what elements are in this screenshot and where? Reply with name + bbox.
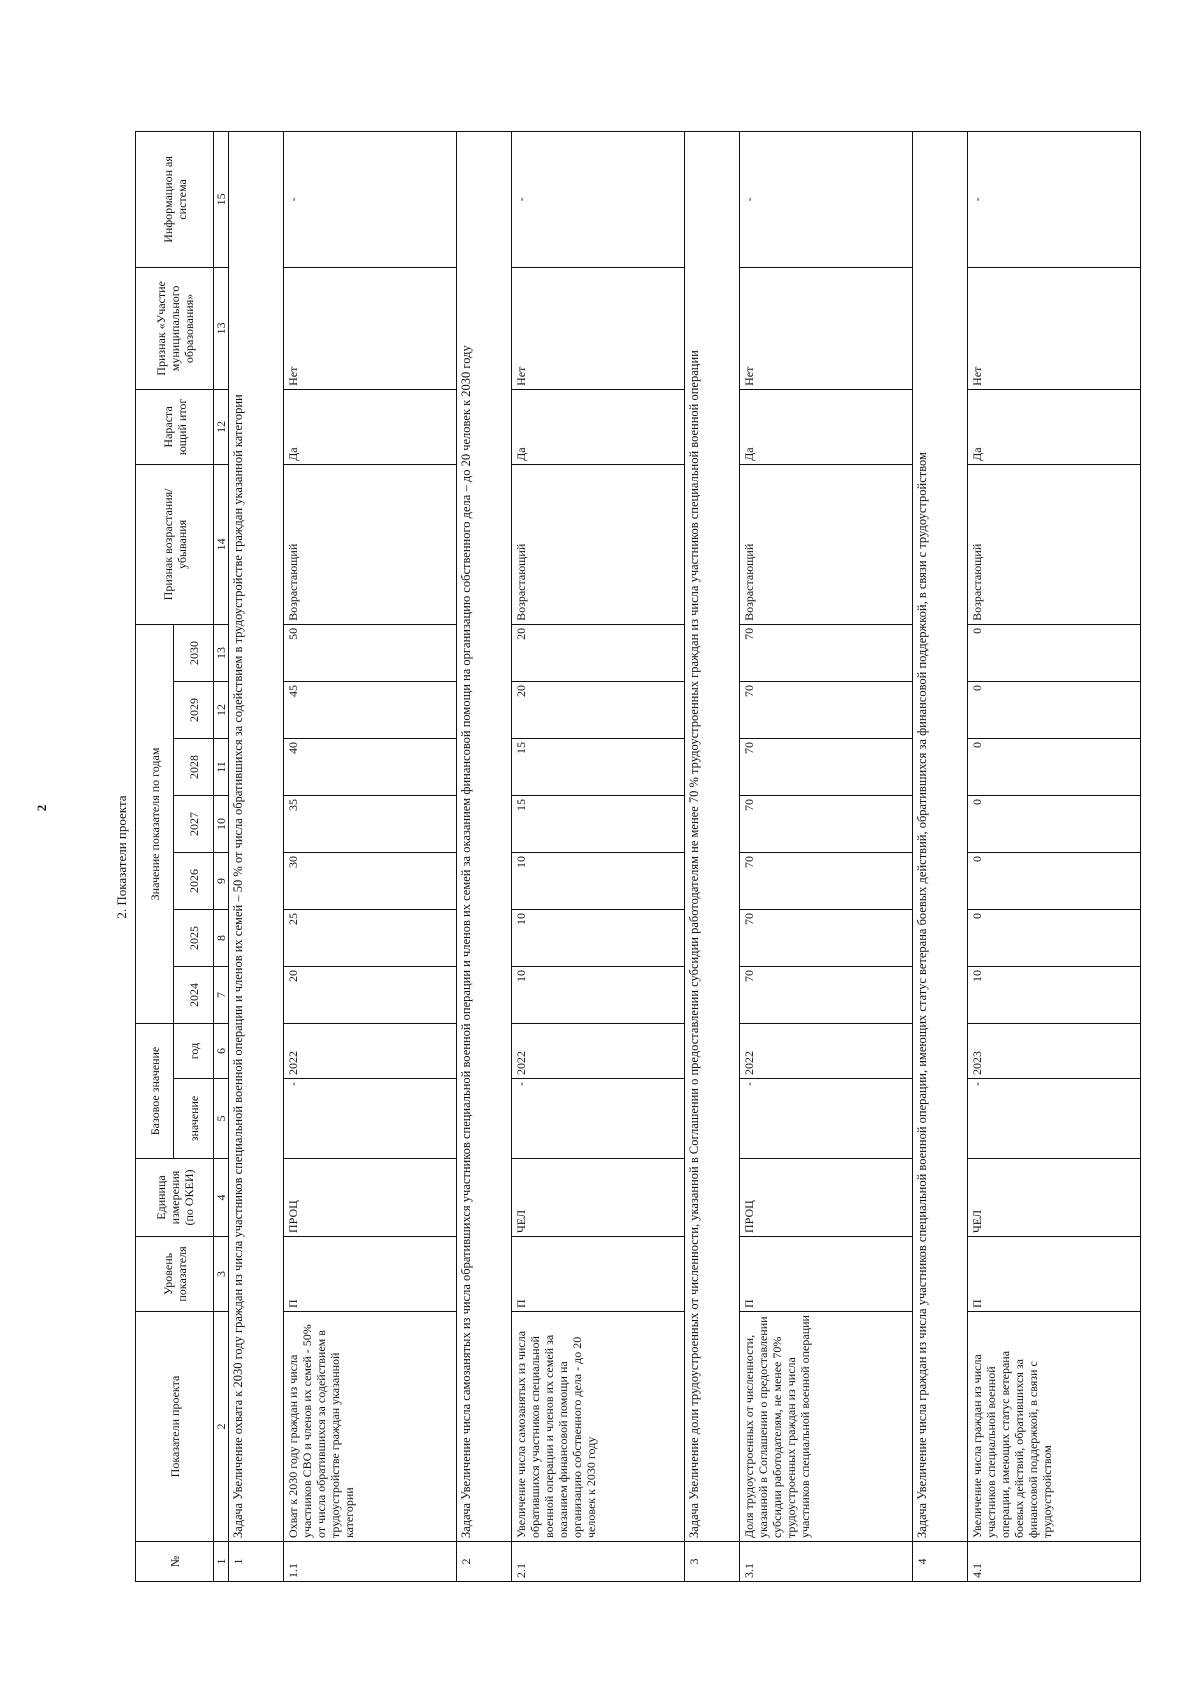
indicators-table: [135, 131, 1141, 1582]
header-year: 2024: [174, 966, 214, 1023]
indicator-number: 3.1: [740, 1542, 913, 1582]
column-number: 5: [214, 1079, 229, 1159]
column-number: 13: [214, 267, 229, 389]
indicator-municipal: Нет: [284, 267, 457, 389]
indicator-base-year: 2022: [284, 1023, 457, 1078]
header-municipal: Признак «Участие муниципального образования»: [136, 267, 214, 389]
column-number: 13: [214, 624, 229, 681]
header-indicators: Показатели проекта: [136, 1312, 214, 1542]
column-number: 12: [214, 681, 229, 738]
indicator-infosystem: -: [284, 131, 457, 267]
header-no: №: [136, 1542, 214, 1582]
header-infosystem: Информацион ая система: [136, 131, 214, 267]
indicator-year-value: 0: [968, 909, 1141, 966]
indicator-year-value: 70: [740, 681, 913, 738]
indicator-number: 1.1: [284, 1542, 457, 1582]
indicator-level: П: [512, 1237, 685, 1312]
indicator-infosystem: -: [968, 131, 1141, 267]
indicator-level: П: [740, 1237, 913, 1312]
indicator-row: [284, 131, 457, 1581]
header-sign: Признак возрастания/убывания: [136, 464, 214, 624]
column-number: 10: [214, 795, 229, 852]
header-base-value-year: год: [174, 1023, 214, 1078]
indicator-cumulative: Да: [968, 389, 1141, 464]
indicator-base-year: 2022: [512, 1023, 685, 1078]
indicator-row: [740, 131, 913, 1581]
column-number: 11: [214, 738, 229, 795]
task-text: Задача Увеличение доли трудоустроенных от численности, указанной в Соглашении о предоставлении субсидии работодателям не менее 70 % трудоустроенных граждан из числа участников специальной военной операции: [685, 131, 740, 1541]
indicator-unit: ПРОЦ: [740, 1159, 913, 1237]
indicator-year-value: 15: [512, 795, 685, 852]
indicator-year-value: 10: [512, 852, 685, 909]
column-number-row: [214, 131, 229, 1581]
header-year: 2027: [174, 795, 214, 852]
indicator-year-value: 70: [740, 795, 913, 852]
task-row: [913, 131, 968, 1581]
indicator-year-value: 15: [512, 738, 685, 795]
column-number: 4: [214, 1159, 229, 1237]
indicator-cumulative: Да: [740, 389, 913, 464]
indicator-infosystem: -: [740, 131, 913, 267]
indicator-name: Увеличение числа граждан из числа участников специальной военной операции, имеющих статус ветерана боевых действий, обратившихся за финансовой поддержкой, в связи с трудоустройством: [968, 1312, 1141, 1542]
column-number: 14: [214, 464, 229, 624]
indicator-municipal: Нет: [512, 267, 685, 389]
indicator-infosystem: -: [512, 131, 685, 267]
indicator-year-value: 70: [740, 966, 913, 1023]
task-row: [685, 131, 740, 1581]
indicator-sign: Возрастающий: [740, 464, 913, 624]
indicator-year-value: 50: [284, 624, 457, 681]
indicator-sign: Возрастающий: [968, 464, 1141, 624]
indicator-year-value: 0: [968, 795, 1141, 852]
task-number: 4: [913, 1542, 968, 1582]
indicator-year-value: 0: [968, 624, 1141, 681]
indicator-base-value: -: [968, 1079, 1141, 1159]
indicator-year-value: 20: [512, 624, 685, 681]
indicator-year-value: 10: [512, 966, 685, 1023]
indicator-row: [968, 131, 1141, 1581]
indicator-cumulative: Да: [512, 389, 685, 464]
indicator-year-value: 10: [968, 966, 1141, 1023]
indicator-unit: ЧЕЛ: [512, 1159, 685, 1237]
indicator-year-value: 45: [284, 681, 457, 738]
task-text: Задача Увеличение охвата к 2030 году граждан из числа участников специальной военной операции и членов их семей – 50 % от числа обратившихся за содействием в трудоустройстве граждан указанной категории: [229, 131, 284, 1541]
indicator-name: Доля трудоустроенных от численности, указанной в Соглашении о предоставлении субсидии работодателям, не менее 70% трудоустроенных граждан из числа участников специальной военной операции: [740, 1312, 913, 1542]
indicator-year-value: 35: [284, 795, 457, 852]
indicator-number: 2.1: [512, 1542, 685, 1582]
indicator-year-value: 70: [740, 624, 913, 681]
indicator-year-value: 70: [740, 909, 913, 966]
header-cumulative: Нараста ющий итог: [136, 389, 214, 464]
column-number: 6: [214, 1023, 229, 1078]
indicator-unit: ЧЕЛ: [968, 1159, 1141, 1237]
indicator-level: П: [968, 1237, 1141, 1312]
column-number: 1: [214, 1542, 229, 1582]
indicator-row: [512, 131, 685, 1581]
indicator-base-year: 2022: [740, 1023, 913, 1078]
header-by-years: Значение показателя по годам: [136, 624, 174, 1023]
task-text: Задача Увеличение числа граждан из числа участников специальной военной операции, имеющих статус ветерана боевых действий, обратившихся за финансовой поддержкой, в связи с трудоустройством: [913, 131, 968, 1541]
indicator-year-value: 70: [740, 738, 913, 795]
header-base-value: Базовое значение: [136, 1023, 174, 1158]
indicators-sheet: [105, 132, 1054, 1582]
task-number: 2: [457, 1542, 512, 1582]
section-title: 2. Показатели проекта: [114, 795, 129, 919]
header-year: 2025: [174, 909, 214, 966]
column-number: 7: [214, 966, 229, 1023]
indicator-level: П: [284, 1237, 457, 1312]
indicator-municipal: Нет: [968, 267, 1141, 389]
indicator-year-value: 25: [284, 909, 457, 966]
column-number: 2: [214, 1312, 229, 1542]
header-year: 2029: [174, 681, 214, 738]
column-number: 12: [214, 389, 229, 464]
indicator-year-value: 70: [740, 852, 913, 909]
indicator-year-value: 0: [968, 738, 1141, 795]
indicator-base-year: 2023: [968, 1023, 1141, 1078]
indicator-name: Увеличение числа самозанятых из числа обратившихся участников специальной военной операции и членов их семей за оказанием финансовой помощи на организацию собственного дела - до 20 человек к 2030 году: [512, 1312, 685, 1542]
task-text: Задача Увеличение числа самозанятых из числа обратившихся участников специальной военной операции и членов их семей за оказанием финансовой помощи на организацию собственного дела – до 20 человек к 2030 году: [457, 131, 512, 1541]
header-base-value-value: значение: [174, 1079, 214, 1159]
indicator-sign: Возрастающий: [284, 464, 457, 624]
indicator-base-value: -: [284, 1079, 457, 1159]
column-number: 8: [214, 909, 229, 966]
indicator-year-value: 30: [284, 852, 457, 909]
indicator-year-value: 10: [512, 909, 685, 966]
indicator-base-value: -: [512, 1079, 685, 1159]
task-row: [229, 131, 284, 1581]
header-year: 2030: [174, 624, 214, 681]
task-row: [457, 131, 512, 1581]
indicator-year-value: 0: [968, 852, 1141, 909]
indicator-unit: ПРОЦ: [284, 1159, 457, 1237]
indicator-number: 4.1: [968, 1542, 1141, 1582]
indicator-base-value: -: [740, 1079, 913, 1159]
header-level: Уровень показателя: [136, 1237, 214, 1312]
indicator-year-value: 0: [968, 681, 1141, 738]
table-header: [136, 131, 214, 1581]
task-number: 3: [685, 1542, 740, 1582]
column-number: 3: [214, 1237, 229, 1312]
indicator-sign: Возрастающий: [512, 464, 685, 624]
task-number: 1: [229, 1542, 284, 1582]
indicator-year-value: 20: [284, 966, 457, 1023]
indicator-name: Охват к 2030 году граждан из числа участников СВО и членов их семей - 50% от числа обратившихся за содействием в трудоустройстве граждан указанной категории: [284, 1312, 457, 1542]
header-unit: Единица измерения (по ОКЕИ): [136, 1159, 214, 1237]
column-number: 15: [214, 131, 229, 267]
page-number: 2: [34, 804, 49, 812]
indicator-year-value: 20: [512, 681, 685, 738]
column-number: 9: [214, 852, 229, 909]
indicator-year-value: 40: [284, 738, 457, 795]
header-year: 2026: [174, 852, 214, 909]
indicator-municipal: Нет: [740, 267, 913, 389]
indicator-cumulative: Да: [284, 389, 457, 464]
header-year: 2028: [174, 738, 214, 795]
